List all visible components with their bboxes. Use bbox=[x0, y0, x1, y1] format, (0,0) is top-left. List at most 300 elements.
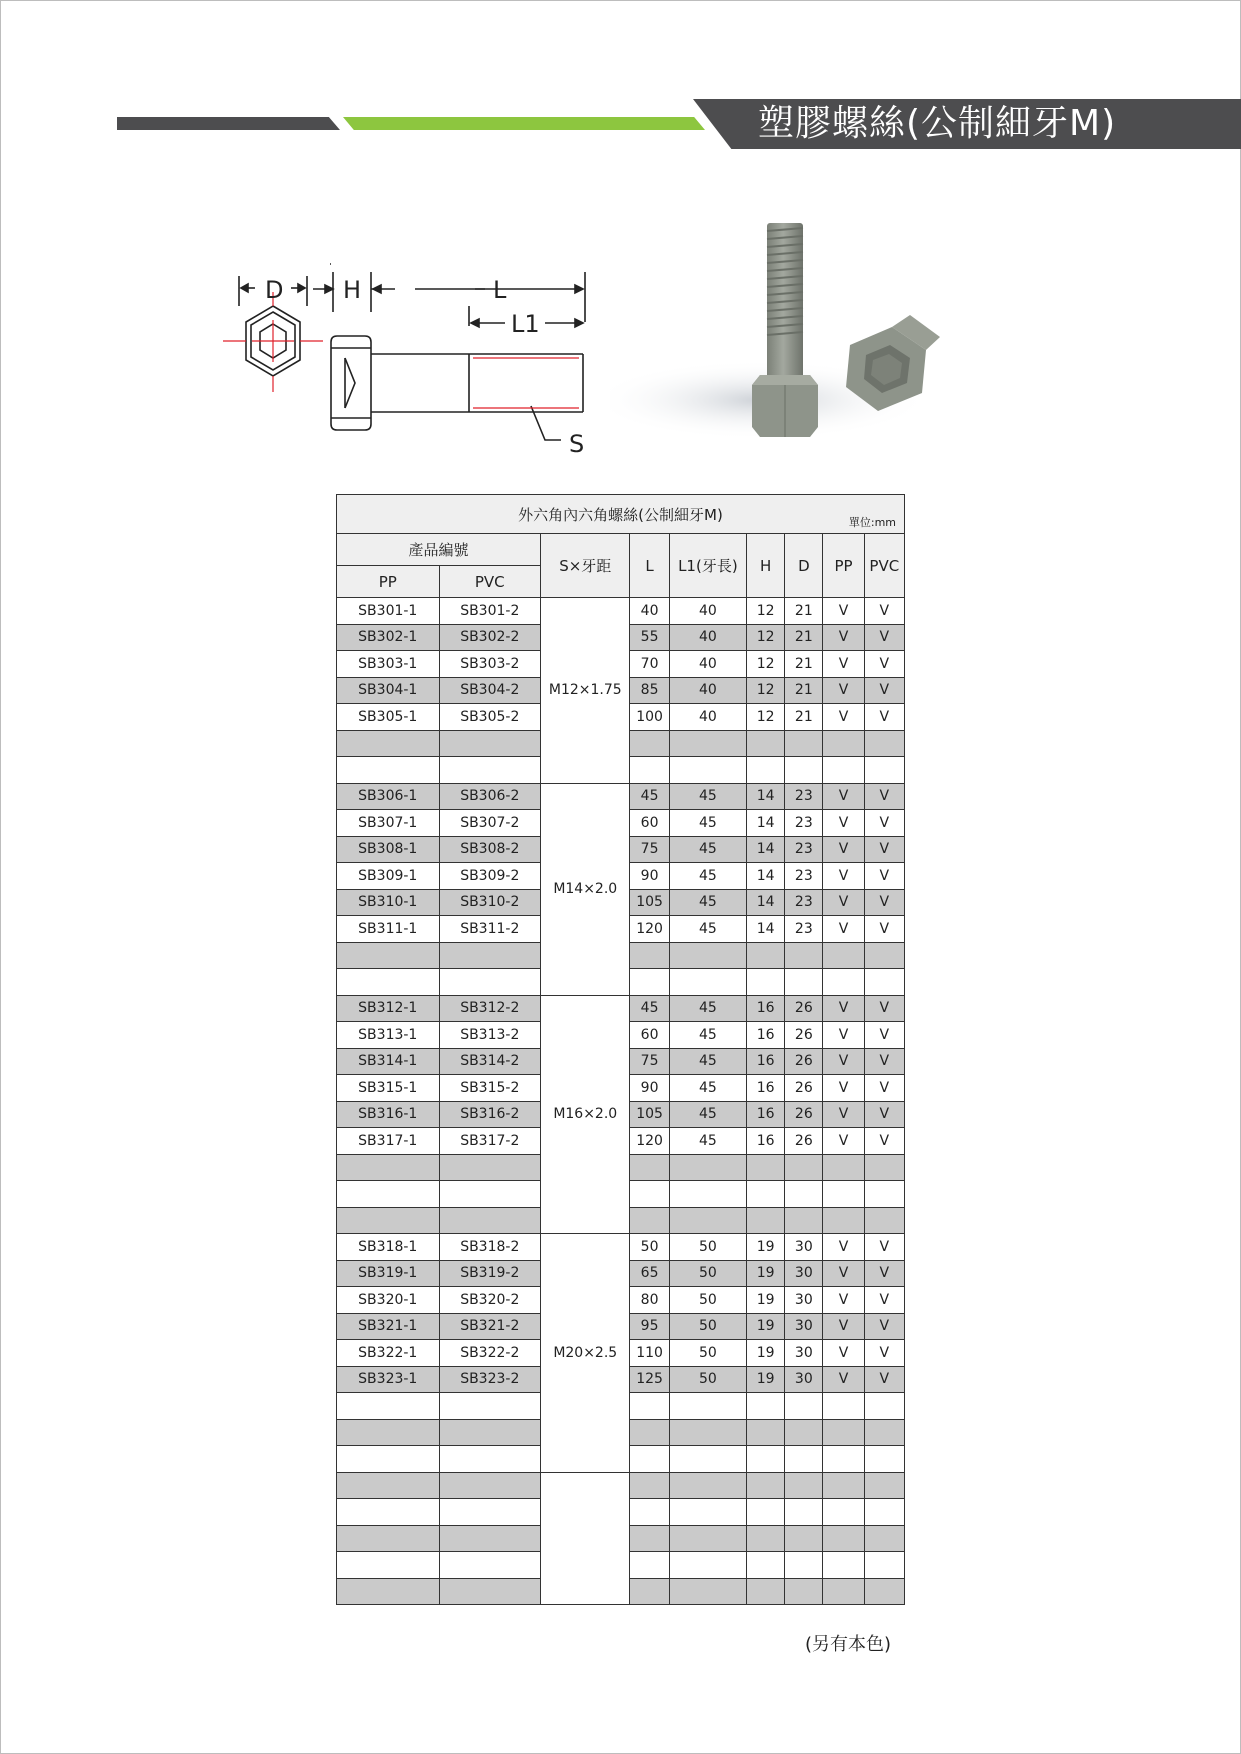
cell-mat-pp: V bbox=[823, 1313, 864, 1340]
cell-d bbox=[785, 1393, 823, 1420]
cell-l1 bbox=[669, 1393, 746, 1420]
cell-pp-no bbox=[337, 969, 440, 996]
cell-pvc-no: SB322-2 bbox=[439, 1340, 541, 1367]
col-header-product-no: 產品編號 bbox=[337, 534, 541, 566]
cell-mat-pvc bbox=[864, 1446, 904, 1473]
cell-thread: M20×2.5 bbox=[541, 1234, 630, 1473]
cell-pp-no bbox=[337, 730, 440, 757]
cell-pp-no bbox=[337, 1419, 440, 1446]
cell-h: 14 bbox=[747, 783, 785, 810]
cell-l1 bbox=[669, 1181, 746, 1208]
cell-mat-pp: V bbox=[823, 1260, 864, 1287]
cell-mat-pvc bbox=[864, 757, 904, 784]
cell-l1: 50 bbox=[669, 1260, 746, 1287]
cell-h: 12 bbox=[747, 624, 785, 651]
cell-l bbox=[630, 1552, 669, 1579]
cell-mat-pvc: V bbox=[864, 1234, 904, 1261]
cell-mat-pvc bbox=[864, 1499, 904, 1526]
cell-d: 21 bbox=[785, 677, 823, 704]
cell-mat-pvc: V bbox=[864, 651, 904, 678]
col-header-l1: L1(牙長) bbox=[669, 534, 746, 598]
cell-h: 14 bbox=[747, 810, 785, 837]
cell-pp-no: SB311-1 bbox=[337, 916, 440, 943]
col-header-d: D bbox=[785, 534, 823, 598]
cell-mat-pp: V bbox=[823, 1287, 864, 1314]
cell-h: 12 bbox=[747, 598, 785, 625]
cell-l: 80 bbox=[630, 1287, 669, 1314]
cell-pp-no: SB321-1 bbox=[337, 1313, 440, 1340]
cell-thread: M14×2.0 bbox=[541, 783, 630, 995]
cell-mat-pp: V bbox=[823, 1234, 864, 1261]
cell-mat-pvc: V bbox=[864, 1128, 904, 1155]
cell-l: 90 bbox=[630, 1075, 669, 1102]
cell-mat-pp bbox=[823, 1181, 864, 1208]
cell-h bbox=[747, 1419, 785, 1446]
cell-pvc-no bbox=[439, 757, 541, 784]
cell-mat-pp: V bbox=[823, 598, 864, 625]
technical-drawing bbox=[215, 262, 600, 462]
cell-l1: 45 bbox=[669, 783, 746, 810]
cell-h: 19 bbox=[747, 1366, 785, 1393]
table-row bbox=[337, 1234, 905, 1261]
cell-pp-no bbox=[337, 1446, 440, 1473]
cell-pp-no: SB302-1 bbox=[337, 624, 440, 651]
table-row bbox=[337, 598, 905, 625]
cell-h bbox=[747, 1207, 785, 1234]
cell-h: 14 bbox=[747, 836, 785, 863]
cell-mat-pvc: V bbox=[864, 889, 904, 916]
cell-mat-pp bbox=[823, 1578, 864, 1605]
cell-h: 12 bbox=[747, 677, 785, 704]
cell-l bbox=[630, 1419, 669, 1446]
cell-mat-pvc bbox=[864, 942, 904, 969]
cell-mat-pvc bbox=[864, 1207, 904, 1234]
cell-mat-pvc: V bbox=[864, 1313, 904, 1340]
cell-l1: 45 bbox=[669, 1101, 746, 1128]
cell-h bbox=[747, 1393, 785, 1420]
cell-pp-no bbox=[337, 1472, 440, 1499]
cell-pvc-no: SB319-2 bbox=[439, 1260, 541, 1287]
cell-l1: 45 bbox=[669, 1048, 746, 1075]
product-photo bbox=[610, 215, 940, 475]
cell-d: 21 bbox=[785, 598, 823, 625]
cell-l bbox=[630, 1181, 669, 1208]
cell-h bbox=[747, 969, 785, 996]
cell-pp-no: SB320-1 bbox=[337, 1287, 440, 1314]
cell-pvc-no: SB301-2 bbox=[439, 598, 541, 625]
cell-mat-pp bbox=[823, 1419, 864, 1446]
cell-l: 90 bbox=[630, 863, 669, 890]
cell-pvc-no bbox=[439, 1472, 541, 1499]
table-row bbox=[337, 783, 905, 810]
cell-pp-no: SB303-1 bbox=[337, 651, 440, 678]
cell-l1 bbox=[669, 1154, 746, 1181]
cell-h bbox=[747, 942, 785, 969]
cell-mat-pvc bbox=[864, 1525, 904, 1552]
cell-mat-pp: V bbox=[823, 916, 864, 943]
cell-h: 19 bbox=[747, 1340, 785, 1367]
cell-d bbox=[785, 1525, 823, 1552]
cell-h: 19 bbox=[747, 1234, 785, 1261]
page-title: 塑膠螺絲(公制細牙M) bbox=[758, 103, 1117, 144]
cell-mat-pp bbox=[823, 757, 864, 784]
cell-d bbox=[785, 1446, 823, 1473]
table-row bbox=[337, 995, 905, 1022]
cell-mat-pp bbox=[823, 1499, 864, 1526]
cell-d: 30 bbox=[785, 1340, 823, 1367]
cell-l: 65 bbox=[630, 1260, 669, 1287]
cell-l: 120 bbox=[630, 916, 669, 943]
cell-mat-pvc: V bbox=[864, 677, 904, 704]
cell-pp-no bbox=[337, 757, 440, 784]
col-header-mat-pvc: PVC bbox=[864, 534, 904, 598]
cell-l bbox=[630, 1446, 669, 1473]
cell-l bbox=[630, 1154, 669, 1181]
drawing-label-d: D bbox=[265, 276, 284, 304]
cell-mat-pp: V bbox=[823, 1048, 864, 1075]
cell-mat-pvc: V bbox=[864, 1366, 904, 1393]
cell-d bbox=[785, 1499, 823, 1526]
col-header-pvc: PVC bbox=[439, 566, 541, 598]
cell-l: 95 bbox=[630, 1313, 669, 1340]
cell-l1: 45 bbox=[669, 889, 746, 916]
cell-d: 30 bbox=[785, 1313, 823, 1340]
drawing-label-l: L bbox=[493, 276, 507, 304]
cell-d bbox=[785, 1578, 823, 1605]
cell-pvc-no: SB314-2 bbox=[439, 1048, 541, 1075]
cell-pp-no: SB317-1 bbox=[337, 1128, 440, 1155]
cell-pp-no bbox=[337, 1207, 440, 1234]
cell-l bbox=[630, 1393, 669, 1420]
cell-pvc-no: SB308-2 bbox=[439, 836, 541, 863]
cell-mat-pp: V bbox=[823, 1075, 864, 1102]
cell-l1: 45 bbox=[669, 810, 746, 837]
cell-l: 45 bbox=[630, 995, 669, 1022]
cell-mat-pvc bbox=[864, 1472, 904, 1499]
drawing-label-h: H bbox=[343, 276, 362, 304]
cell-h bbox=[747, 730, 785, 757]
cell-mat-pvc bbox=[864, 730, 904, 757]
cell-mat-pp bbox=[823, 730, 864, 757]
cell-l: 85 bbox=[630, 677, 669, 704]
cell-pvc-no: SB311-2 bbox=[439, 916, 541, 943]
cell-pvc-no bbox=[439, 1525, 541, 1552]
cell-pp-no: SB307-1 bbox=[337, 810, 440, 837]
cell-d: 30 bbox=[785, 1234, 823, 1261]
cell-l: 100 bbox=[630, 704, 669, 731]
cell-d bbox=[785, 730, 823, 757]
cell-d: 21 bbox=[785, 651, 823, 678]
cell-l: 75 bbox=[630, 1048, 669, 1075]
cell-l bbox=[630, 1472, 669, 1499]
cell-l1: 45 bbox=[669, 1022, 746, 1049]
cell-d: 26 bbox=[785, 1075, 823, 1102]
cell-mat-pp: V bbox=[823, 783, 864, 810]
cell-pvc-no: SB318-2 bbox=[439, 1234, 541, 1261]
cell-mat-pp: V bbox=[823, 836, 864, 863]
cell-l1: 50 bbox=[669, 1366, 746, 1393]
cell-d bbox=[785, 942, 823, 969]
cell-pvc-no bbox=[439, 1154, 541, 1181]
cell-mat-pp: V bbox=[823, 995, 864, 1022]
cell-pvc-no: SB302-2 bbox=[439, 624, 541, 651]
cell-l1 bbox=[669, 1525, 746, 1552]
cell-pp-no: SB310-1 bbox=[337, 889, 440, 916]
cell-d: 23 bbox=[785, 863, 823, 890]
cell-pp-no: SB304-1 bbox=[337, 677, 440, 704]
cell-h: 19 bbox=[747, 1287, 785, 1314]
cell-pp-no: SB308-1 bbox=[337, 836, 440, 863]
cell-h bbox=[747, 1181, 785, 1208]
cell-d: 23 bbox=[785, 783, 823, 810]
cell-l bbox=[630, 757, 669, 784]
cell-mat-pp bbox=[823, 1446, 864, 1473]
cell-d bbox=[785, 1472, 823, 1499]
cell-d: 23 bbox=[785, 889, 823, 916]
cell-pvc-no: SB304-2 bbox=[439, 677, 541, 704]
cell-pvc-no: SB321-2 bbox=[439, 1313, 541, 1340]
cell-mat-pp: V bbox=[823, 704, 864, 731]
cell-h: 12 bbox=[747, 704, 785, 731]
header-green-bar bbox=[343, 117, 705, 130]
cell-pvc-no: SB315-2 bbox=[439, 1075, 541, 1102]
cell-l: 45 bbox=[630, 783, 669, 810]
cell-pp-no bbox=[337, 1552, 440, 1579]
cell-thread: M12×1.75 bbox=[541, 598, 630, 784]
cell-l: 55 bbox=[630, 624, 669, 651]
cell-pvc-no: SB309-2 bbox=[439, 863, 541, 890]
cell-pp-no: SB323-1 bbox=[337, 1366, 440, 1393]
cell-h bbox=[747, 1472, 785, 1499]
col-header-thread: S×牙距 bbox=[541, 534, 630, 598]
cell-d bbox=[785, 1181, 823, 1208]
cell-pp-no: SB315-1 bbox=[337, 1075, 440, 1102]
cell-l bbox=[630, 969, 669, 996]
color-note: (另有本色) bbox=[805, 1634, 892, 1655]
cell-l1: 45 bbox=[669, 1075, 746, 1102]
cell-l bbox=[630, 1207, 669, 1234]
cell-l1: 50 bbox=[669, 1340, 746, 1367]
cell-pvc-no bbox=[439, 1393, 541, 1420]
cell-h: 16 bbox=[747, 1128, 785, 1155]
cell-mat-pp: V bbox=[823, 810, 864, 837]
cell-pvc-no: SB307-2 bbox=[439, 810, 541, 837]
cell-d: 30 bbox=[785, 1287, 823, 1314]
cell-pp-no: SB309-1 bbox=[337, 863, 440, 890]
cell-d: 21 bbox=[785, 624, 823, 651]
cell-l: 60 bbox=[630, 810, 669, 837]
cell-l1 bbox=[669, 1552, 746, 1579]
cell-d bbox=[785, 1207, 823, 1234]
cell-l1: 50 bbox=[669, 1234, 746, 1261]
cell-h bbox=[747, 1154, 785, 1181]
cell-l: 75 bbox=[630, 836, 669, 863]
cell-pvc-no bbox=[439, 942, 541, 969]
header-gray-bar bbox=[117, 117, 340, 130]
cell-pp-no: SB319-1 bbox=[337, 1260, 440, 1287]
cell-l1: 40 bbox=[669, 704, 746, 731]
cell-mat-pp: V bbox=[823, 1022, 864, 1049]
cell-pvc-no bbox=[439, 1419, 541, 1446]
cell-mat-pp bbox=[823, 1472, 864, 1499]
cell-pvc-no bbox=[439, 730, 541, 757]
cell-mat-pvc bbox=[864, 1181, 904, 1208]
page-header bbox=[0, 0, 1241, 170]
cell-l1: 45 bbox=[669, 1128, 746, 1155]
cell-l1 bbox=[669, 1446, 746, 1473]
cell-mat-pvc bbox=[864, 1552, 904, 1579]
cell-mat-pvc: V bbox=[864, 1075, 904, 1102]
cell-pvc-no bbox=[439, 969, 541, 996]
cell-pp-no: SB314-1 bbox=[337, 1048, 440, 1075]
cell-l1: 45 bbox=[669, 836, 746, 863]
cell-pp-no bbox=[337, 1525, 440, 1552]
cell-pvc-no: SB306-2 bbox=[439, 783, 541, 810]
cell-mat-pvc bbox=[864, 1393, 904, 1420]
cell-l: 105 bbox=[630, 889, 669, 916]
cell-d: 26 bbox=[785, 1022, 823, 1049]
drawing-label-l1: L1 bbox=[511, 310, 540, 338]
cell-pp-no bbox=[337, 942, 440, 969]
cell-mat-pp: V bbox=[823, 1128, 864, 1155]
col-header-l: L bbox=[630, 534, 669, 598]
cell-mat-pvc: V bbox=[864, 916, 904, 943]
cell-pp-no: SB301-1 bbox=[337, 598, 440, 625]
drawing-label-s: S bbox=[569, 430, 585, 458]
cell-h: 16 bbox=[747, 1022, 785, 1049]
cell-h: 16 bbox=[747, 1101, 785, 1128]
cell-mat-pp bbox=[823, 942, 864, 969]
cell-l1: 45 bbox=[669, 995, 746, 1022]
cell-pvc-no: SB303-2 bbox=[439, 651, 541, 678]
cell-mat-pvc bbox=[864, 1419, 904, 1446]
cell-pp-no bbox=[337, 1181, 440, 1208]
cell-pp-no: SB312-1 bbox=[337, 995, 440, 1022]
cell-l1 bbox=[669, 1207, 746, 1234]
cell-d: 26 bbox=[785, 995, 823, 1022]
cell-pp-no bbox=[337, 1578, 440, 1605]
cell-d: 21 bbox=[785, 704, 823, 731]
cell-d: 30 bbox=[785, 1366, 823, 1393]
cell-l: 40 bbox=[630, 598, 669, 625]
cell-pvc-no: SB310-2 bbox=[439, 889, 541, 916]
cell-mat-pvc bbox=[864, 1154, 904, 1181]
table-unit: 單位:mm bbox=[848, 516, 896, 529]
cell-pvc-no bbox=[439, 1207, 541, 1234]
cell-pvc-no bbox=[439, 1578, 541, 1605]
cell-pp-no: SB322-1 bbox=[337, 1340, 440, 1367]
cell-pvc-no bbox=[439, 1499, 541, 1526]
cell-d bbox=[785, 1419, 823, 1446]
cell-pvc-no bbox=[439, 1446, 541, 1473]
table-caption: 外六角內六角螺絲(公制細牙M) bbox=[518, 505, 723, 524]
cell-mat-pvc: V bbox=[864, 704, 904, 731]
cell-h: 16 bbox=[747, 995, 785, 1022]
cell-l: 110 bbox=[630, 1340, 669, 1367]
cell-pp-no: SB305-1 bbox=[337, 704, 440, 731]
cell-l1 bbox=[669, 1419, 746, 1446]
cell-l: 125 bbox=[630, 1366, 669, 1393]
cell-d: 23 bbox=[785, 916, 823, 943]
cell-l1: 45 bbox=[669, 863, 746, 890]
cell-mat-pvc: V bbox=[864, 598, 904, 625]
cell-h bbox=[747, 757, 785, 784]
cell-h: 14 bbox=[747, 916, 785, 943]
cell-mat-pp bbox=[823, 1525, 864, 1552]
cell-mat-pp: V bbox=[823, 889, 864, 916]
cell-l1: 40 bbox=[669, 598, 746, 625]
cell-d: 26 bbox=[785, 1128, 823, 1155]
cell-h bbox=[747, 1552, 785, 1579]
col-header-pp: PP bbox=[337, 566, 440, 598]
cell-l bbox=[630, 730, 669, 757]
cell-d: 26 bbox=[785, 1101, 823, 1128]
cell-pp-no: SB313-1 bbox=[337, 1022, 440, 1049]
cell-d: 23 bbox=[785, 810, 823, 837]
cell-mat-pp bbox=[823, 1552, 864, 1579]
cell-l1 bbox=[669, 969, 746, 996]
cell-pp-no bbox=[337, 1393, 440, 1420]
cell-mat-pvc: V bbox=[864, 1340, 904, 1367]
cell-d: 26 bbox=[785, 1048, 823, 1075]
cell-mat-pvc: V bbox=[864, 863, 904, 890]
cell-l: 70 bbox=[630, 651, 669, 678]
cell-l bbox=[630, 1525, 669, 1552]
cell-h bbox=[747, 1499, 785, 1526]
cell-h: 19 bbox=[747, 1313, 785, 1340]
cell-l1 bbox=[669, 942, 746, 969]
cell-pvc-no: SB317-2 bbox=[439, 1128, 541, 1155]
cell-mat-pp bbox=[823, 1393, 864, 1420]
cell-pp-no bbox=[337, 1154, 440, 1181]
cell-l1 bbox=[669, 1578, 746, 1605]
cell-thread: M16×2.0 bbox=[541, 995, 630, 1234]
table-row bbox=[337, 1472, 905, 1499]
cell-d bbox=[785, 969, 823, 996]
cell-mat-pp: V bbox=[823, 677, 864, 704]
spec-table-body bbox=[337, 598, 905, 1605]
cell-mat-pvc: V bbox=[864, 1022, 904, 1049]
cell-pp-no: SB316-1 bbox=[337, 1101, 440, 1128]
cell-pvc-no: SB313-2 bbox=[439, 1022, 541, 1049]
cell-mat-pvc: V bbox=[864, 810, 904, 837]
cell-mat-pvc: V bbox=[864, 995, 904, 1022]
cell-mat-pp: V bbox=[823, 1340, 864, 1367]
cell-pvc-no bbox=[439, 1552, 541, 1579]
cell-l: 50 bbox=[630, 1234, 669, 1261]
cell-d: 30 bbox=[785, 1260, 823, 1287]
cell-l1 bbox=[669, 757, 746, 784]
cell-mat-pvc bbox=[864, 1578, 904, 1605]
cell-l1: 40 bbox=[669, 677, 746, 704]
cell-mat-pp: V bbox=[823, 651, 864, 678]
cell-l: 60 bbox=[630, 1022, 669, 1049]
cell-l1: 40 bbox=[669, 624, 746, 651]
cell-h: 14 bbox=[747, 863, 785, 890]
cell-pp-no bbox=[337, 1499, 440, 1526]
cell-d: 23 bbox=[785, 836, 823, 863]
cell-h bbox=[747, 1525, 785, 1552]
cell-l1 bbox=[669, 730, 746, 757]
col-header-mat-pp: PP bbox=[823, 534, 864, 598]
cell-mat-pp bbox=[823, 1154, 864, 1181]
cell-l: 105 bbox=[630, 1101, 669, 1128]
cell-mat-pp: V bbox=[823, 1366, 864, 1393]
cell-h: 14 bbox=[747, 889, 785, 916]
cell-mat-pp bbox=[823, 1207, 864, 1234]
cell-h: 19 bbox=[747, 1260, 785, 1287]
cell-pvc-no: SB312-2 bbox=[439, 995, 541, 1022]
